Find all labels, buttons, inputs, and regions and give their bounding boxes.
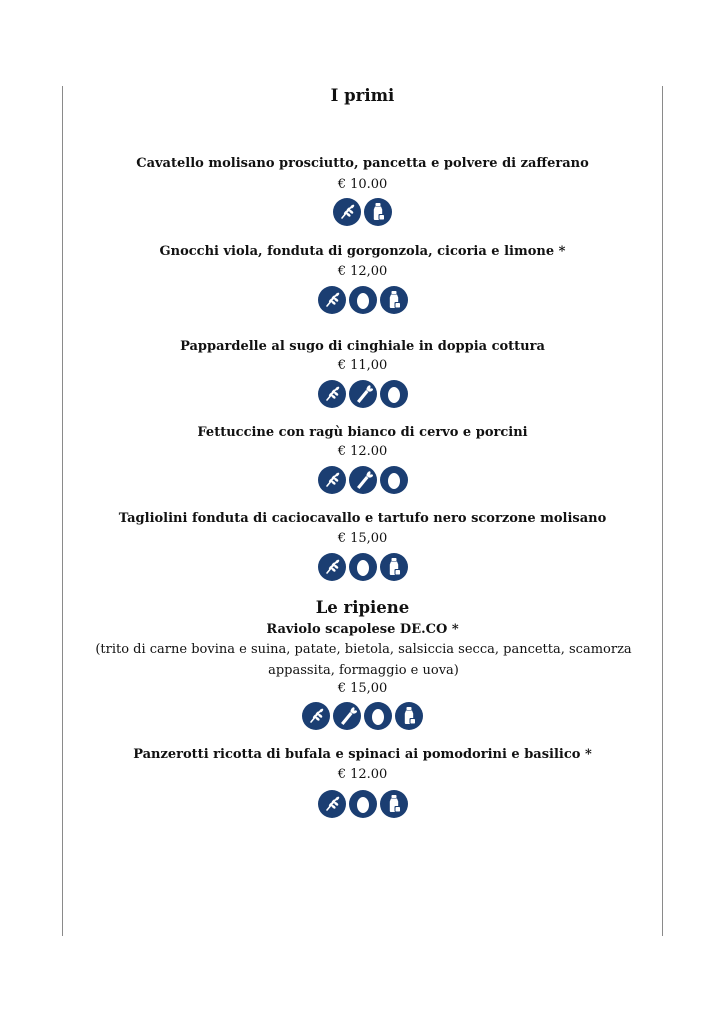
- dish-name: Panzerotti ricotta di bufala e spinaci ai pomodorini e basilico *: [133, 747, 592, 762]
- dish-name: Pappardelle al sugo di cinghiale in doppia cottura: [180, 339, 545, 354]
- gluten-icon: [318, 553, 346, 581]
- allergen-icons: [62, 286, 663, 314]
- celery-icon: [333, 702, 361, 730]
- dish-price: € 15,00: [337, 531, 388, 546]
- gluten-icon: [318, 790, 346, 818]
- dish-price: € 12.00: [337, 767, 388, 782]
- dish-price: € 11,00: [337, 358, 388, 373]
- dairy-icon: [395, 702, 423, 730]
- allergen-icons: [62, 198, 663, 226]
- gluten-icon: [318, 286, 346, 314]
- dish-name: Gnocchi viola, fonduta di gorgonzola, cicoria e limone *: [159, 244, 566, 259]
- dairy-icon: [364, 198, 392, 226]
- dish-name: Cavatello molisano prosciutto, pancetta e polvere di zafferano: [136, 156, 589, 171]
- allergen-icons: [62, 702, 663, 730]
- gluten-icon: [302, 702, 330, 730]
- dairy-icon: [380, 553, 408, 581]
- egg-icon: [349, 286, 377, 314]
- dish-price: € 15,00: [337, 681, 388, 696]
- allergen-icons: [62, 466, 663, 494]
- gluten-icon: [318, 466, 346, 494]
- allergen-icons: [62, 553, 663, 581]
- allergen-icons: [62, 790, 663, 818]
- dish-price: € 12.00: [337, 444, 388, 459]
- allergen-icons: [62, 380, 663, 408]
- egg-icon: [380, 466, 408, 494]
- gluten-icon: [333, 198, 361, 226]
- section-title-primi: I primi: [330, 86, 395, 105]
- dish-name: Fettuccine con ragù bianco di cervo e porcini: [197, 425, 528, 440]
- dish-price: € 10.00: [337, 177, 388, 192]
- dish-description: (trito di carne bovina e suina, patate, bietola, salsiccia secca, pancetta, scamorza appassita, formaggio e uova): [95, 642, 632, 678]
- dish-name: Tagliolini fonduta di caciocavallo e tartufo nero scorzone molisano: [118, 511, 607, 526]
- dairy-icon: [380, 790, 408, 818]
- gluten-icon: [318, 380, 346, 408]
- egg-icon: [380, 380, 408, 408]
- celery-icon: [349, 380, 377, 408]
- section-title-ripiene: Le ripiene: [315, 598, 410, 617]
- dish-name: Raviolo scapolese DE.CO *: [266, 622, 459, 637]
- celery-icon: [349, 466, 377, 494]
- egg-icon: [349, 553, 377, 581]
- dairy-icon: [380, 286, 408, 314]
- dish-price: € 12,00: [337, 264, 388, 279]
- egg-icon: [349, 790, 377, 818]
- egg-icon: [364, 702, 392, 730]
